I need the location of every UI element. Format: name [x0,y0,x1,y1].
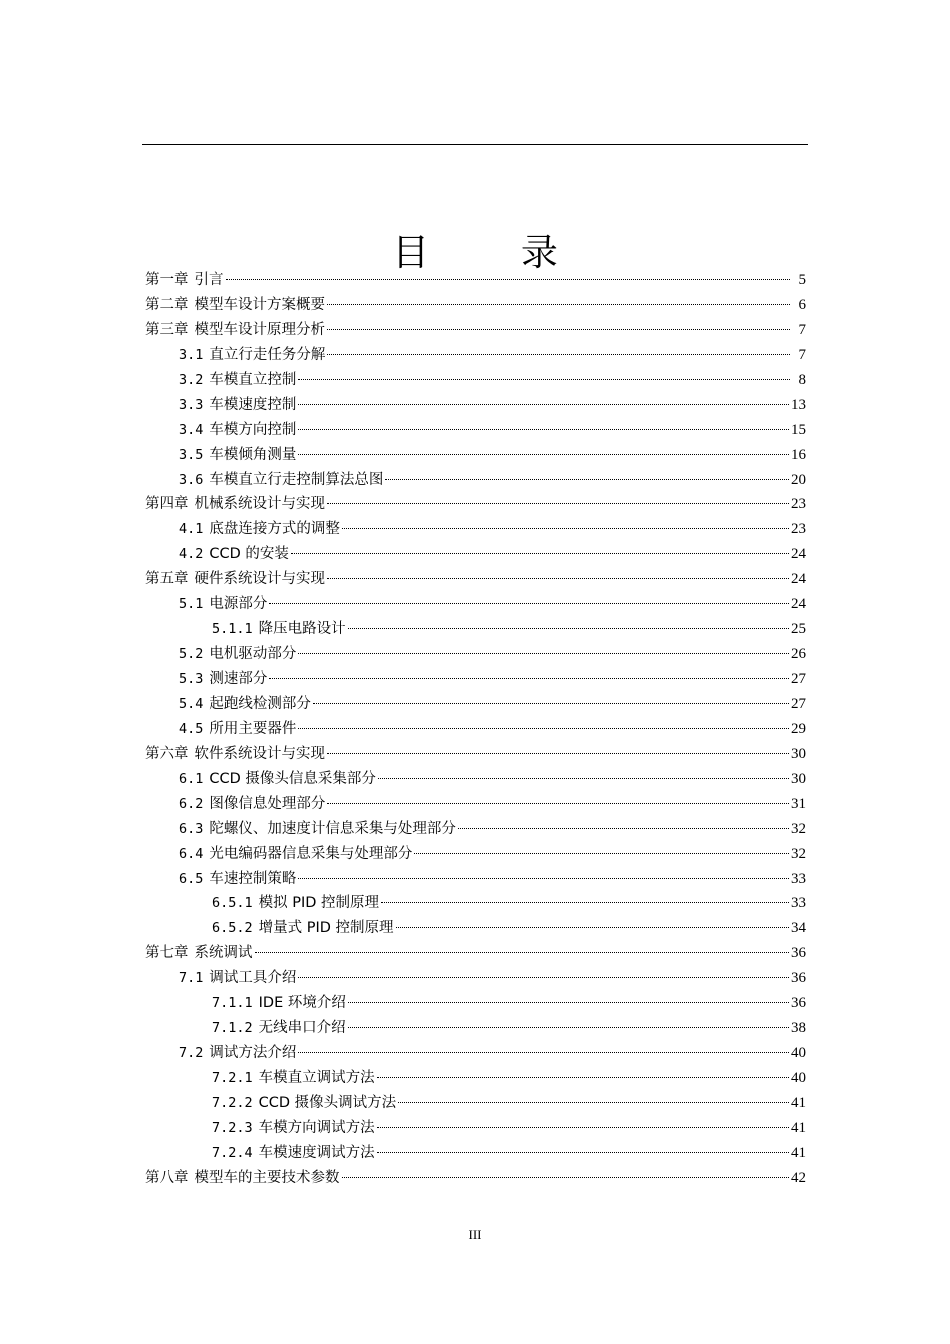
toc-entry-label: 增量式 PID 控制原理 [258,920,394,937]
toc-entry-number: 第六章 [145,745,189,762]
toc-entry-label: 直立行走任务分解 [209,346,326,363]
toc-entry-label: 陀螺仪、加速度计信息采集与处理部分 [209,820,456,837]
toc-entry-number: 7.2 [179,1045,204,1062]
toc-entry-label: 软件系统设计与实现 [194,745,325,762]
toc-leader-dots [327,803,789,804]
toc-entry-number: 5.1 [179,596,204,613]
toc-entry-label: 引言 [194,272,224,288]
toc-entry-page: 41 [791,1119,806,1136]
toc-entry-label: 系统调试 [194,945,253,962]
toc-entry-label: 光电编码器信息采集与处理部分 [209,845,413,862]
toc-entry-page: 30 [791,745,806,762]
toc-entry[interactable] [145,916,806,941]
toc-entry-page: 25 [791,621,806,638]
toc-leader-dots [348,628,789,629]
page-title: 目 录 [392,231,598,274]
toc-entry-label: 车模直立控制 [209,371,297,388]
toc-entry[interactable] [145,767,806,792]
toc-entry-number: 第一章 [145,272,189,288]
toc-entry[interactable] [145,867,806,892]
toc-entry-label: 车模速度调试方法 [258,1144,375,1161]
toc-entry-label: 模拟 PID 控制原理 [258,895,380,912]
toc-entry[interactable] [145,667,806,692]
toc-entry-label: 车模速度控制 [209,396,297,413]
toc-leader-dots [327,329,790,330]
toc-entry-label: CCD 摄像头调试方法 [258,1094,397,1111]
toc-entry[interactable] [145,567,806,592]
toc-leader-dots [327,753,789,754]
toc-entry-label: CCD 的安装 [209,546,289,563]
toc-leader-dots [458,828,789,829]
toc-leader-dots [377,1152,789,1153]
toc-entry-label: 所用主要器件 [209,720,297,737]
toc-entry-label: 电源部分 [209,596,268,613]
toc-leader-dots [327,578,789,579]
toc-entry-number: 第五章 [145,571,189,588]
toc-entry-number: 第八章 [145,1169,189,1186]
toc-entry-number: 5.2 [179,646,204,663]
toc-entry[interactable] [145,717,806,742]
toc-entry[interactable] [145,941,806,966]
toc-entry-page: 30 [791,770,806,787]
toc-entry[interactable] [145,293,806,318]
toc-entry-page: 26 [791,646,806,663]
toc-entry-page: 27 [791,695,806,712]
toc-entry-number: 6.5.1 [212,895,253,912]
toc-entry-label: 降压电路设计 [258,621,346,638]
toc-entry-page: 40 [791,1045,806,1062]
toc-leader-dots [298,653,789,654]
toc-entry-number: 6.5 [179,870,204,887]
toc-entry-label: 测速部分 [209,671,268,687]
toc-entry-number: 7.2.2 [212,1094,253,1111]
toc-entry-number: 3.3 [179,396,204,413]
toc-leader-dots [381,902,789,903]
toc-entry-number: 7.2.1 [212,1070,253,1086]
toc-entry-page: 36 [791,945,806,962]
toc-leader-dots [378,778,789,779]
toc-leader-dots [385,479,789,480]
toc-leader-dots [298,878,789,879]
toc-entry-number: 第四章 [145,496,189,513]
toc-entry-page: 24 [791,571,806,588]
toc-entry-page: 42 [791,1169,806,1186]
toc-leader-dots [226,279,791,280]
table-of-contents [145,268,806,1191]
toc-entry[interactable] [145,542,806,567]
toc-entry-number: 5.1.1 [212,621,253,638]
toc-entry-number: 第二章 [145,296,189,313]
toc-entry-number: 3.4 [179,421,204,438]
toc-entry-page: 6 [798,296,806,313]
toc-entry[interactable] [145,842,806,867]
toc-entry-number: 7.2.3 [212,1119,253,1136]
toc-entry-number: 7.1 [179,970,204,987]
toc-entry-label: 电机驱动部分 [209,646,297,663]
toc-entry[interactable] [145,792,806,817]
toc-entry-number: 6.3 [179,820,204,837]
toc-entry-number: 4.2 [179,546,204,563]
toc-entry[interactable] [145,1066,806,1091]
toc-entry-number: 4.1 [179,521,204,538]
toc-entry[interactable] [145,692,806,717]
toc-leader-dots [269,678,789,679]
toc-leader-dots [327,304,790,305]
toc-entry[interactable] [145,817,806,842]
toc-entry-label: 车模直立调试方法 [258,1070,375,1086]
toc-leader-dots [342,1177,790,1178]
toc-entry-label: 底盘连接方式的调整 [209,521,340,538]
toc-entry-page: 23 [791,521,806,538]
toc-entry-page: 24 [791,546,806,563]
toc-entry-page: 32 [791,845,806,862]
toc-entry[interactable] [145,966,806,991]
toc-entry-label: 车模倾角测量 [209,446,297,463]
toc-entry-number: 7.2.4 [212,1144,253,1161]
toc-entry-number: 3.2 [179,371,204,388]
toc-entry-page: 13 [791,396,806,413]
toc-leader-dots [348,1027,789,1028]
toc-entry-number: 3.5 [179,446,204,463]
toc-entry-number: 6.2 [179,795,204,812]
toc-entry-number: 7.1.1 [212,995,253,1012]
toc-entry-label: CCD 摄像头信息采集部分 [209,770,376,787]
toc-entry[interactable] [145,318,806,343]
toc-entry[interactable] [145,492,806,517]
toc-entry-page: 36 [791,995,806,1012]
toc-entry[interactable] [145,642,806,667]
toc-entry-label: 无线串口介绍 [258,1020,346,1037]
toc-entry-page: 32 [791,820,806,837]
toc-entry[interactable] [145,368,806,393]
toc-leader-dots [377,1127,789,1128]
toc-entry-page: 36 [791,970,806,987]
toc-entry[interactable] [145,443,806,468]
toc-entry-number: 7.1.2 [212,1020,253,1037]
toc-leader-dots [414,853,789,854]
toc-leader-dots [298,977,789,978]
toc-entry-page: 7 [798,346,806,363]
toc-entry-page: 7 [798,321,806,338]
page-number: III [468,1227,482,1242]
toc-entry[interactable] [145,268,806,293]
toc-entry-label: 图像信息处理部分 [209,795,326,812]
toc-leader-dots [398,1102,789,1103]
toc-entry-number: 3.1 [179,346,204,363]
toc-entry[interactable] [145,468,806,493]
toc-leader-dots [255,952,790,953]
toc-leader-dots [327,503,789,504]
toc-entry-label: 车模方向调试方法 [258,1119,375,1136]
toc-leader-dots [396,927,789,928]
toc-entry-page: 24 [791,596,806,613]
toc-leader-dots [298,404,789,405]
header-rule [142,144,808,145]
toc-leader-dots [298,379,790,380]
toc-entry-page: 33 [791,895,806,912]
toc-leader-dots [298,1052,789,1053]
toc-entry-label: 车模直立行走控制算法总图 [209,471,384,488]
toc-entry-page: 5 [798,272,806,288]
toc-entry-page: 41 [791,1144,806,1161]
toc-entry[interactable] [145,1166,806,1191]
toc-entry-label: 起跑线检测部分 [209,695,311,712]
toc-entry-number: 6.1 [179,770,204,787]
toc-entry[interactable] [145,617,806,642]
toc-entry-page: 38 [791,1020,806,1037]
toc-entry-number: 第七章 [145,945,189,962]
toc-entry-page: 33 [791,870,806,887]
toc-entry-label: 车速控制策略 [209,870,297,887]
toc-leader-dots [269,603,789,604]
toc-leader-dots [298,454,789,455]
toc-entry-label: 硬件系统设计与实现 [194,571,325,588]
toc-entry-page: 31 [791,795,806,812]
toc-entry-number: 5.3 [179,671,204,687]
toc-entry-page: 20 [791,471,806,488]
toc-entry[interactable] [145,891,806,916]
toc-entry-label: 调试工具介绍 [209,970,297,987]
toc-leader-dots [298,728,789,729]
toc-leader-dots [291,553,789,554]
toc-entry-number: 6.5.2 [212,920,253,937]
toc-entry-page: 34 [791,920,806,937]
toc-entry[interactable] [145,1116,806,1141]
toc-entry-label: 模型车设计原理分析 [194,321,325,338]
toc-entry-page: 29 [791,720,806,737]
toc-entry-label: 模型车设计方案概要 [194,296,325,313]
toc-entry-number: 4.5 [179,720,204,737]
toc-entry-page: 16 [791,446,806,463]
toc-entry-label: IDE 环境介绍 [258,995,346,1012]
toc-entry-page: 15 [791,421,806,438]
toc-entry[interactable] [145,742,806,767]
toc-entry[interactable] [145,517,806,542]
toc-entry[interactable] [145,592,806,617]
toc-leader-dots [313,703,789,704]
toc-entry-page: 41 [791,1094,806,1111]
toc-entry-page: 27 [791,671,806,687]
toc-entry[interactable] [145,1041,806,1066]
toc-entry[interactable] [145,418,806,443]
toc-leader-dots [327,354,790,355]
toc-entry[interactable] [145,1091,806,1116]
toc-entry-label: 调试方法介绍 [209,1045,297,1062]
toc-entry[interactable] [145,393,806,418]
toc-entry-label: 模型车的主要技术参数 [194,1169,340,1186]
toc-entry[interactable] [145,343,806,368]
toc-entry-label: 机械系统设计与实现 [194,496,325,513]
toc-entry-number: 第三章 [145,321,189,338]
toc-leader-dots [298,429,789,430]
toc-entry-page: 40 [791,1070,806,1086]
toc-entry-page: 23 [791,496,806,513]
toc-entry-number: 6.4 [179,845,204,862]
toc-leader-dots [342,528,789,529]
toc-entry-number: 3.6 [179,471,204,488]
toc-entry[interactable] [145,991,806,1016]
toc-leader-dots [348,1002,789,1003]
toc-entry[interactable] [145,1141,806,1166]
toc-leader-dots [377,1077,789,1078]
toc-entry-page: 8 [798,371,806,388]
toc-entry[interactable] [145,1016,806,1041]
toc-entry-number: 5.4 [179,695,204,712]
toc-entry-label: 车模方向控制 [209,421,297,438]
